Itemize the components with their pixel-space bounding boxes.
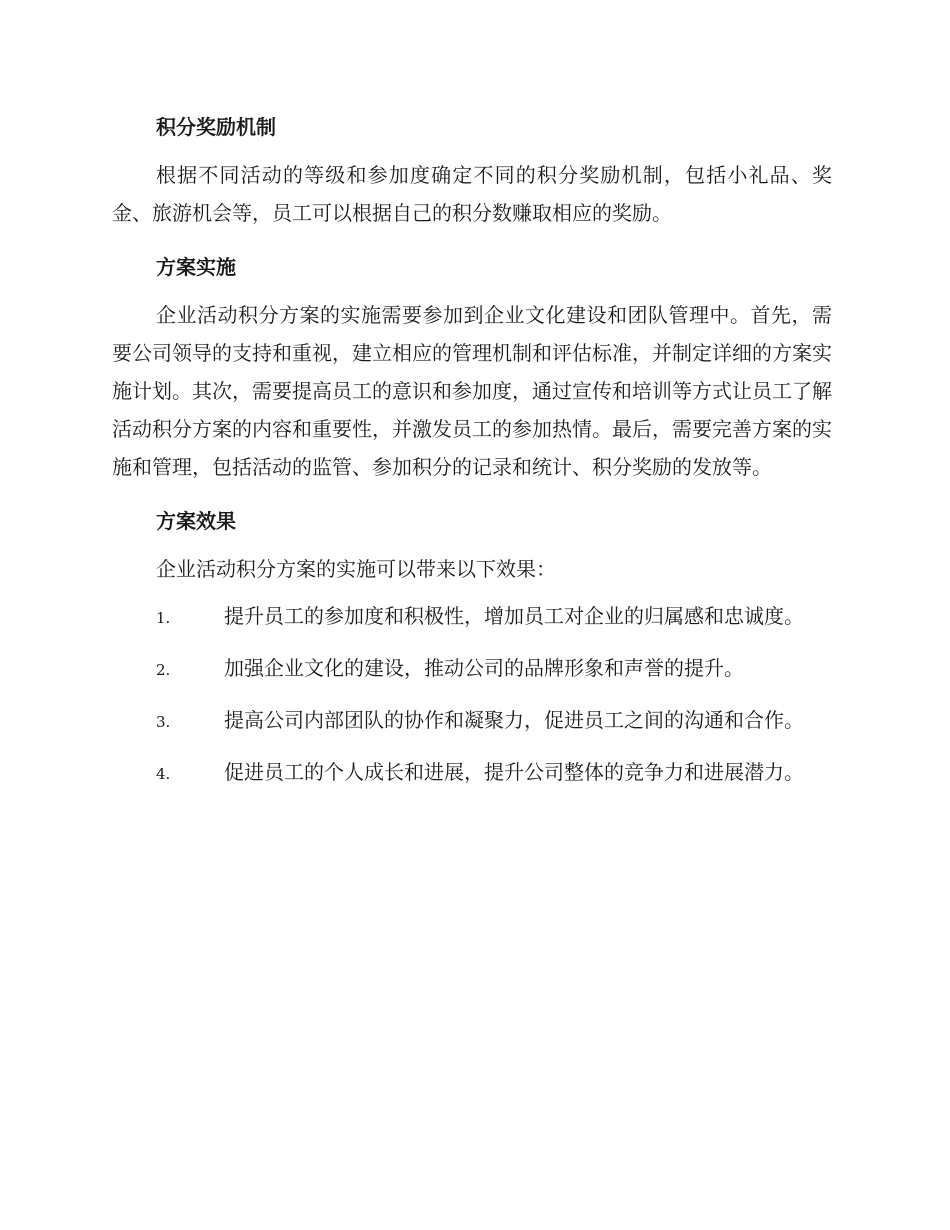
section-heading-reward-mechanism: 积分奖励机制 [156, 115, 276, 139]
list-item-number: 3. [156, 713, 171, 731]
list-item [112, 752, 832, 794]
list-item [112, 700, 832, 742]
section-paragraph-implementation: 企业活动积分方案的实施需要参加到企业文化建设和团队管理中。首先，需要公司领导的支持和重视，建立相应的管理机制和评估标准，并制定详细的方案实施计划。其次，需要提高员工的意识和参加度，通过宣传和培训等方式让员工了解活动积分方案的内容和重要性，并激发员工的参加热情。最后，需要完善方案的实施和管理，包括活动的监管、参加积分的记录和统计、积分奖励的发放等。 [112, 303, 832, 479]
list-item-number: 4. [156, 765, 171, 783]
list-item-text: 提高公司内部团队的协作和凝聚力，促进员工之间的沟通和合作。 [224, 708, 804, 732]
list-item-number: 1. [156, 609, 171, 627]
list-item-text: 提升员工的参加度和积极性，增加员工对企业的归属感和忠诚度。 [224, 604, 804, 628]
list-item-text: 促进员工的个人成长和进展，提升公司整体的竞争力和进展潜力。 [224, 760, 804, 784]
list-item [112, 648, 832, 690]
section-heading-implementation: 方案实施 [156, 255, 236, 279]
section-heading-effects: 方案效果 [156, 509, 236, 533]
document-page [112, 104, 832, 804]
section-paragraph-reward-mechanism: 根据不同活动的等级和参加度确定不同的积分奖励机制，包括小礼品、奖金、旅游机会等，员工可以根据自己的积分数赚取相应的奖励。 [112, 163, 832, 225]
list-item [112, 596, 832, 638]
section-paragraph-effects-intro: 企业活动积分方案的实施可以带来以下效果： [156, 557, 556, 581]
list-item-text: 加强企业文化的建设，推动公司的品牌形象和声誉的提升。 [224, 656, 744, 680]
list-item-number: 2. [156, 661, 171, 679]
effects-list [112, 596, 832, 794]
